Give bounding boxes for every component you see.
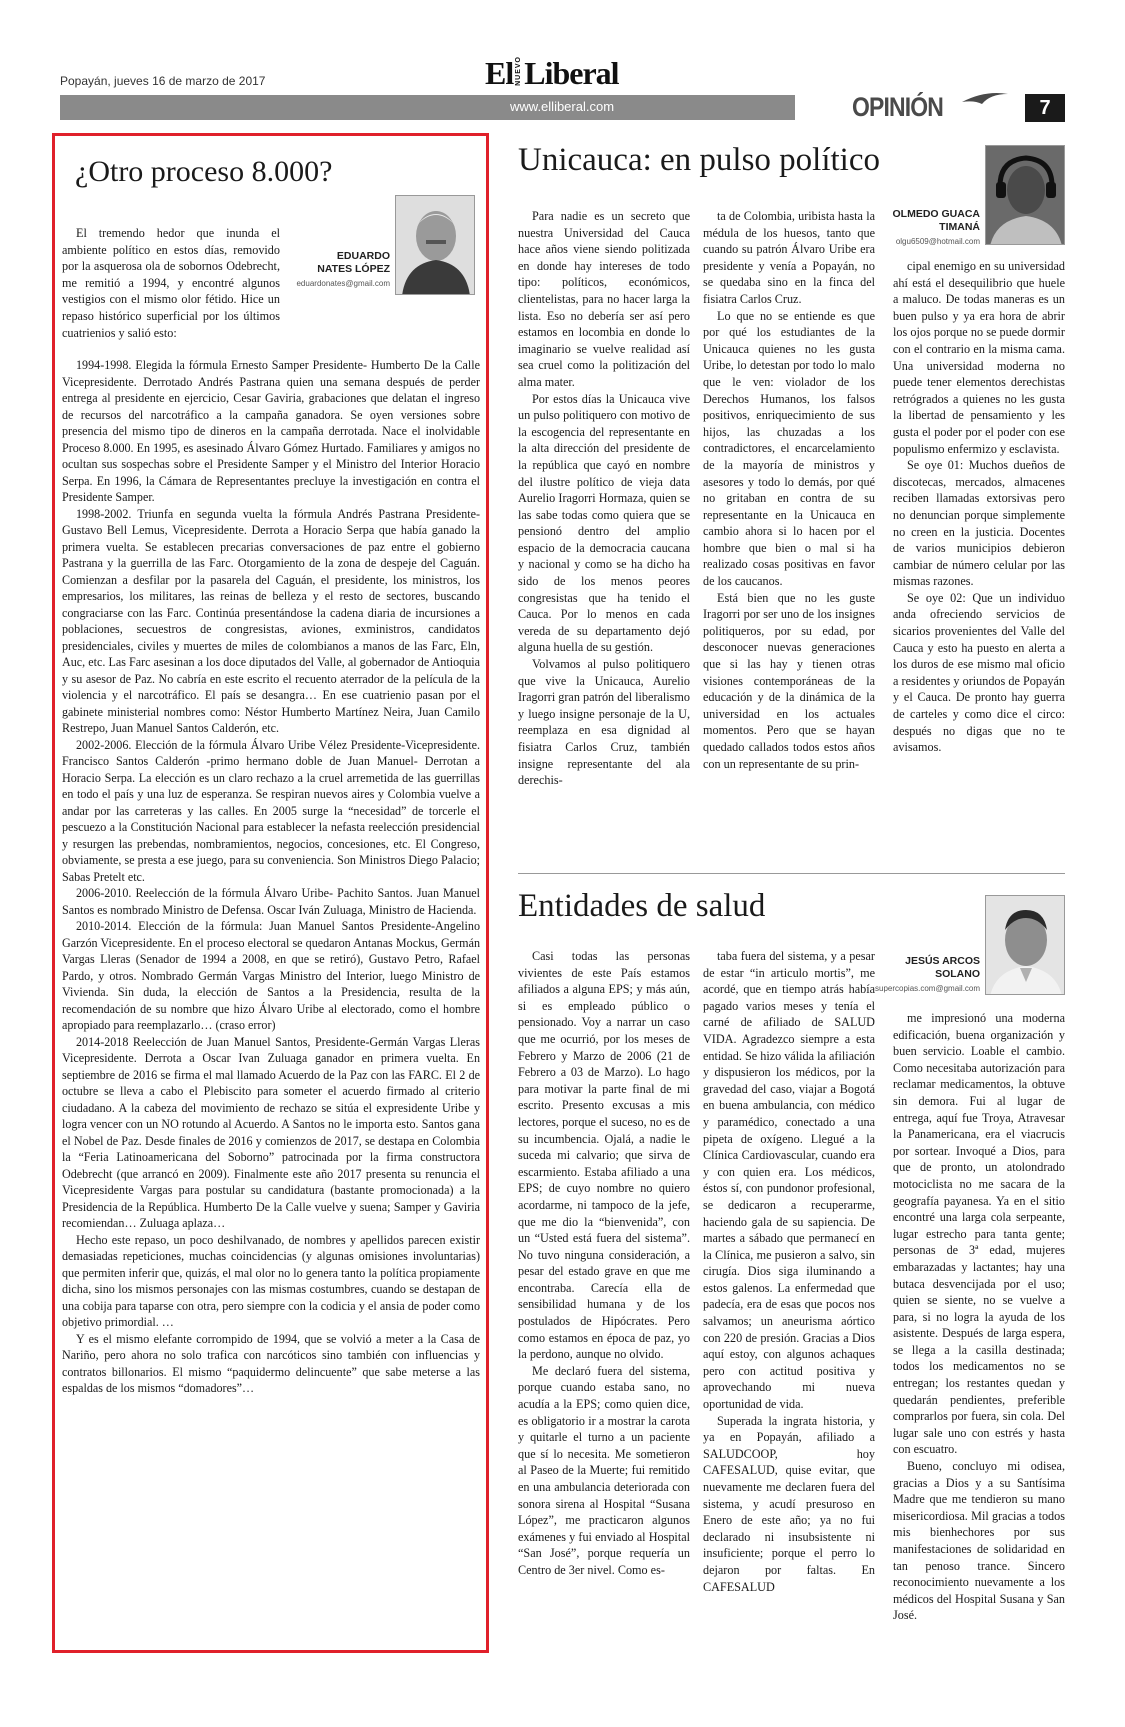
paragraph: 2014-2018 Reelección de Juan Manuel Santos, Presidente-Germán Vargas Lleras Vicepresidente. Derrota a Oscar Ivan Zuluaga ganador en primera vuelta. En septiembre de 2016 se firma el mal llamado Acuerdo de la Paz con las FARC. El 2 de octubre se lleva a cabo el Plebiscito para someter el acuerdo firmado al criterio ciudadano. A la cabeza del movimiento de rechazo se sitúa el expresidente Uribe y logra vencer con un NO rotundo al Acuerdo. A Santos no le importa esto. Santos gana el Nobel de Paz. Desde finales de 2016 y comienzos de 2017, se destapa en Colombia la “Feria Latinoamericana del Soborno” patrocinada por la firma constructora Odebrecht (que arrancó en 2009). Finalmente este año 2017 presenta su renuncia el Vicepresidente Vargas para postular su candidatura (bastante promocionada) a la Presidencia de la República. Humberto De la Calle vuelve y suena; Samper y Gaviria recomiendan… Zuluaga aplaza… xyxy=(62,1034,480,1230)
paragraph: Por estos días la Unicauca vive un pulso politiquero con motivo de la escogencia del representante en la alta dirección del presidente de la república que cayó en nombre del ilustre político de vieja data Aurelio Iragorri Hormaza, quien se las sabe todas como quiera que se pensionó dentro del amplio espacio de la democracia caucana y nacional y como se ha dicho ha sido de los menos peores congresistas que ha tenido el Cauca. Por lo menos en cada vereda de su departamento dejó alguna huella de su gestión. xyxy=(518,391,690,655)
paragraph: Hecho este repaso, un poco deshilvanado, de nombres y apellidos parecen existir demasiadas repeticiones, muchas coincidencias (y algunas omisiones involuntarias) que permiten inferir que, quizás, el mal olor no lo genera tanto la política propiamente dicha, sino los mismos personajes con las mismas costumbres, cuando se destapan de una cobija para taparse con otra, pero siempre con la codicia y el ansia de poder como objetivo primordial. … xyxy=(62,1232,480,1329)
paragraph: Volvamos al pulso politiquero que vive la Unicauca, Aurelio Iragorri gran patrón del liberalismo y luego insigne personaje de la U, reemplaza en esa dignidad al fisiatra Carlos Cruz, también insigne representante del ala derechis- xyxy=(518,657,690,788)
author-name: OLMEDO GUACA xyxy=(892,208,980,220)
paragraph: El tremendo hedor que inunda el ambiente político en estos días, removido por la asquerosa ola de sobornos Odebrecht, me remitió a 1994, y encontré algunos vestigios con el mismo olor fétido. Hice un repaso histórico superficial por los últimos cuatrienios y salió esto: xyxy=(62,226,280,340)
dateline: Popayán, jueves 16 de marzo de 2017 xyxy=(60,74,266,88)
article2-col3 xyxy=(893,258,1065,756)
author-byline-arcos xyxy=(875,955,980,993)
paragraph: Lo que no se entiende es que por qué los estudiantes de la Unicauca quienes no les gusta Uribe, lo detestan por todo lo malo que le ven: violador de los Derechos Humanos, los falsos positivos, enriquecimiento de sus hijos, las chuzadas a los contradictores, el encarcelamiento de la mayoría de ministros y asesores y todo lo demás, por qué no gritaban en contra de su representante en la Unicauca en cambio ahora si lo hacen por el hombre que bien o mal si ha realizado cosas positivas en favor de los caucanos. xyxy=(703,308,875,589)
section-label: OPINIÓN xyxy=(852,92,943,122)
masthead-liberal: Liberal xyxy=(524,55,619,91)
article3-title: Entidades de salud xyxy=(518,888,766,924)
author-name: SOLANO xyxy=(935,968,980,980)
header-bar xyxy=(60,95,795,120)
paragraph: 1994-1998. Elegida la fórmula Ernesto Samper Presidente- Humberto De la Calle Vicepresidente. Derrotado Andrés Pastrana quien una semana después de perder entrega al presidente en ejercicio, Cesar Gaviria, grabaciones que delatan el ingreso de recursos del narcotráfico a la campaña ganadora. Se oyen versiones sobre presencia del mismo tipo de dineros en la campaña derrotada. Nace el inolvidable Proceso 8.000. En 1995, es asesinado Álvaro Gómez Hurtado. Familiares y amigos no ocultan sus sospechas sobre el Presidente Samper y el Ministro del Interior Horacio Serpa. En 1996, la Cámara de Representantes precluye la investigación en contra el Presidente Samper. xyxy=(62,358,480,504)
paragraph: Se oye 01: Muchos dueños de discotecas, mercados, almacenes reciben llamadas extorsivas pero no denuncian porque simplemente no creen en la justicia. Docentes de varios municipios debieron cambiar de número celular por las mismas razones. xyxy=(893,458,1065,589)
article1-body xyxy=(62,357,480,1397)
paragraph: 2010-2014. Elección de la fórmula: Juan Manuel Santos Presidente-Angelino Garzón Vicepresidente. En el proceso electoral se quedaron Antanas Mockus, Germán Vargas Lleras (Senador de 1994 a 2008, en que se retiró), Gustavo Petro, Rafael Pardo, y otros. Nombrado Germán Vargas Ministro del Interior, luego Ministro de Vivienda. Sin duda, la elección de Santos a la Presidencia, resulta de la recomendación de su nombre que hizo Álvaro Uribe al electorado, como el hombre apropiado para reemplazarlo… (craso error) xyxy=(62,919,480,1032)
author-name: NATES LÓPEZ xyxy=(317,263,390,275)
swoosh-icon xyxy=(960,88,1010,116)
paragraph: Se oye 02: Que un individuo anda ofreciendo servicios de sicarios provenientes del Valle del Cauca y esto ha puesto en alerta a los duros de ese mismo mal oficio a residentes y oriundos de Popayán y el Cauca. De pronto hay guerra de carteles y como dice el circo: después no digas que no te avisamos. xyxy=(893,590,1065,755)
paragraph: Superada la ingrata historia, y ya en Popayán, afiliado a SALUDCOOP, hoy CAFESALUD, quise evitar, que nuevamente me declaren fuera del sistema, y acudí presuroso en Enero de este año; ya no fui declarado ni insubsistente ni insuficiente; porque el perro lo dejaron por faltas. En CAFESALUD xyxy=(703,1413,875,1594)
paragraph: Y es el mismo elefante corrompido de 1994, que se volvió a meter a la Casa de Nariño, pero ahora no solo trafica con narcóticos sino también con influencias y contratos billonarios. El mismo “paquidermo delincuente” que sabe meterse a las espaldas de los mismos “domadores”… xyxy=(62,1331,480,1395)
paragraph: 2002-2006. Elección de la fórmula Álvaro Uribe Vélez Presidente-Vicepresidente. Francisco Santos Calderón -primo hermano doble de Juan Manuel- Derrotan a Horacio Serpa. La elección es un claro rechazo a la cruel arremetida de las guerrillas en todo el país y una luz de esperanza. Se respiran nuevos aires y Colombia vuelve a andar por las carreteras y las calles. En 2005 surge la “necesidad” de torcerle el pescuezo a la Constitución Nacional para establecer la nefasta reelección presidencial y resurgen las prebendas, nombramientos, negocios, concesiones, etc. El Congreso, obviamente, se presta a ese juego, para su conveniencia. Son Ministros Diego Palacio; Sabas Pretelt etc. xyxy=(62,737,480,884)
author-name: TIMANÁ xyxy=(939,221,980,233)
site-url[interactable]: www.elliberal.com xyxy=(510,99,615,114)
masthead-el: El xyxy=(485,55,514,91)
author-photo-nates xyxy=(395,195,475,295)
article2-col2 xyxy=(703,208,875,772)
paragraph: Me declaró fuera del sistema, porque cuando estaba sano, no acudía a la EPS; como quien dice, es obligatorio ir a mostrar la carota y quitarle el turno a un paciente que sí lo necesita. Me sometieron al Paseo de la Muerte; fui remitido en una ambulancia deteriorada con sonora sirena al Hospital “Susana López”, me practicaron algunos exámenes y fui enviado al Hospital “San José”, porque requería un Centro de 3er nivel. Como es- xyxy=(518,1363,690,1577)
author-byline-nates xyxy=(285,250,390,288)
author-email[interactable]: olgu6509@hotmail.com xyxy=(895,237,980,246)
article3-col3 xyxy=(893,1010,1065,1624)
section-divider xyxy=(518,873,1065,874)
page-number: 7 xyxy=(1025,94,1065,122)
masthead-logo[interactable] xyxy=(485,56,619,92)
article2-title: Unicauca: en pulso político xyxy=(518,142,880,178)
article2-col1 xyxy=(518,208,690,789)
paragraph: Bueno, concluyo mi odisea, gracias a Dios y a su Santísima Madre que me tendieron su mano misericordiosa. Mil gracias a todos mis bienhechores por sus manifestaciones de solidaridad en tan penoso trance. Sincero reconocimiento nuevamente a los médicos del Hospital Susana y San José. xyxy=(893,1459,1065,1623)
paragraph: cipal enemigo en su universidad ahí está el desequilibrio que huele a maluco. De todas maneras es un buen pulso y ya era hora de abrir los ojos porque no se puede dormir con el contrario en la misma cama. Una universidad moderna no puede tener elementos derechistas retrógrados a quienes no les gusta la libertad de pensamiento y les gusta el poder por el poder con ese populismo enfermizo y esclavista. xyxy=(893,259,1065,456)
paragraph: me impresionó una moderna edificación, buena organización y buen servicio. Loable el cambio. Como necesitaba autorización para reclamar medicamentos, la obtuve sin demora. Fui al lugar de entrega, aquí fue Troya, Atravesar la Panamericana, era el viacrucis por sortear. Invoqué a Dios, para que de pronto, un atolondrado motociclista no me sacara de la geografía payanesa. Ya en el sitio encontré una larga cola serpeante, lugar estrecho para tanta gente; personas de 3ª edad, mujeres embarazadas y lactantes; hay una butaca desvencijada por el uso; quien se siente, no se vuelve a para, si no logra la ayuda de los asistente. Después de larga espera, se llega a la casilla destinada; todos los medicamentos no se entregan; los restantes quedan y quedarán pendientes, preferible comprarlos por fuera, sin cola. Del lugar sale uno con estrés y hasta con escuatro. xyxy=(893,1011,1065,1457)
author-name: JESÚS ARCOS xyxy=(905,955,980,967)
article3-col1 xyxy=(518,948,690,1579)
paragraph: 2006-2010. Reelección de la fórmula Álvaro Uribe- Pachito Santos. Juan Manuel Santos es nombrado Ministro de Defensa. Oscar Iván Zuluaga, Ministro de Hacienda. xyxy=(62,886,480,917)
paragraph: Para nadie es un secreto que nuestra Universidad del Cauca hace años viene siendo politizada en donde hay intereses de todo tipo: políticos, económicos, clientelistas, para no hacer larga la lista. Eso no debería ser así pero estamos en locombia en donde lo imaginario se vuelve realidad así sea cruel como la politización del alma mater. xyxy=(518,209,690,389)
author-photo-arcos xyxy=(985,895,1065,995)
article3-col2 xyxy=(703,948,875,1595)
paragraph: taba fuera del sistema, y a pesar de estar “in articulo mortis”, me acordé, que en tiempo atrás había pagado varios meses y tenía el carné de afiliado de SALUD VIDA. Agradezco siempre a esta entidad. Se hizo válida la afiliación y dispusieron los médicos, por la gravedad del caso, viajar a Bogotá en buena ambulancia, con médico y paramédico, conectado a una pipeta de oxígeno. Llegué a la Clínica Cardiovascular, cuando era y con quien era. Los médicos, éstos sí, con pundonor profesional, se dedicaron a recuperarme, haciendo gala de su sapiencia. De martes a sábado que permanecí en la Clínica, me pusieron a salvo, sin cirugía. Dios siga iluminando a estos galenos. La enfermedad que padecía, era de esas que pocos nos salvamos; un aneurisma aórtico con 220 de presión. Gracias a Dios aquí estoy, con algunos achaques pero con actitud positiva y aprovechando mi nueva oportunidad de vida. xyxy=(703,949,875,1412)
article1-title: ¿Otro proceso 8.000? xyxy=(75,155,333,188)
author-byline-guaca xyxy=(875,208,980,246)
author-photo-guaca xyxy=(985,145,1065,245)
author-email[interactable]: supercopias.com@gmail.com xyxy=(875,984,981,993)
paragraph: ta de Colombia, uribista hasta la médula de los huesos, tanto que cuando su patrón Álvaro Uribe era presidente y venía a Popayán, no se quedaba sino en la finca del fisiatra Carlos Cruz. xyxy=(703,209,875,306)
article1-intro xyxy=(62,225,280,341)
paragraph: Está bien que no les guste Iragorri por ser uno de los insignes politiqueros, por su edad, por desconocer nuevas generaciones que si las hay y tienen otras visiones contemporáneas de la educación y de la dinámica de la universidad en los actuales momentos. Pero que se hayan quedado callados todos estos años con un representante de su prin- xyxy=(703,590,875,771)
author-email[interactable]: eduardonates@gmail.com xyxy=(296,279,390,288)
paragraph: Casi todas las personas vivientes de este País estamos afiliados a alguna EPS; y más aún, si es empleado público o pensionado. Voy a narrar un caso que me ocurrió, por los meses de Febrero y Marzo de 2006 (21 de Febrero a 03 de Marzo). Lo hago para motivar la parte final de mi escrito. Presento excusas a mis lectores, porque el suceso, no es de su incumbencia. Ojalá, a nadie le suceda mi calvario; que sirva de escarmiento. Estaba afiliado a una EPS; de cuyo nombre no quiero acordarme, ni tampoco de la jefe, que me dio la “bienvenida”, con un “Usted está fuera del sistema”. No tuvo ninguna consideración, a pesar del estado grave en que me encontraba. Carecía ella de sensibilidad humana y de los postulados de Hipócrates. Pero como estamos en época de paz, yo la perdono, aunque no olvido. xyxy=(518,949,690,1362)
masthead-nuevo: NUEVO xyxy=(515,56,523,86)
author-name: EDUARDO xyxy=(336,250,390,262)
paragraph: 1998-2002. Triunfa en segunda vuelta la fórmula Andrés Pastrana Presidente-Gustavo Bell Lemus, Vicepresidente. Derrota a Horacio Serpa que había ganado la primera vuelta. Se establecen precarias conversaciones de paz entre el gobierno Pastrana y la guerrilla de las Farc. Otorgamiento de la zona de despeje del Caguán. Comienzan a desfilar por la pasarela del Caguán, el presidente, los ministros, los empresarios, los militares, las reinas de belleza y el resto de sectores, buscando congraciarse con las Farc. Continúa presentándose la cadena diaria de incursiones a poblaciones, secuestros de congresistas, aviones, exministros, candidatos presidenciales, civiles y muertes de miles de colombianos a manos de las Farc, Eln, Auc, etc. Las Farc asesinan a los doce diputados del Valle, al gobernador de Antioquia y su asesor de Paz. No cabría en este escrito el recuento aterrador de la película de la violencia y el narcotráfico. El país se desangra… En ese cuatrienio pasan por el gabinete ministerial nombres como: Néstor Humberto Martínez Neira, Juan Camilo Restrepo, Juan Manuel Santos Calderón, etc. xyxy=(62,506,480,735)
